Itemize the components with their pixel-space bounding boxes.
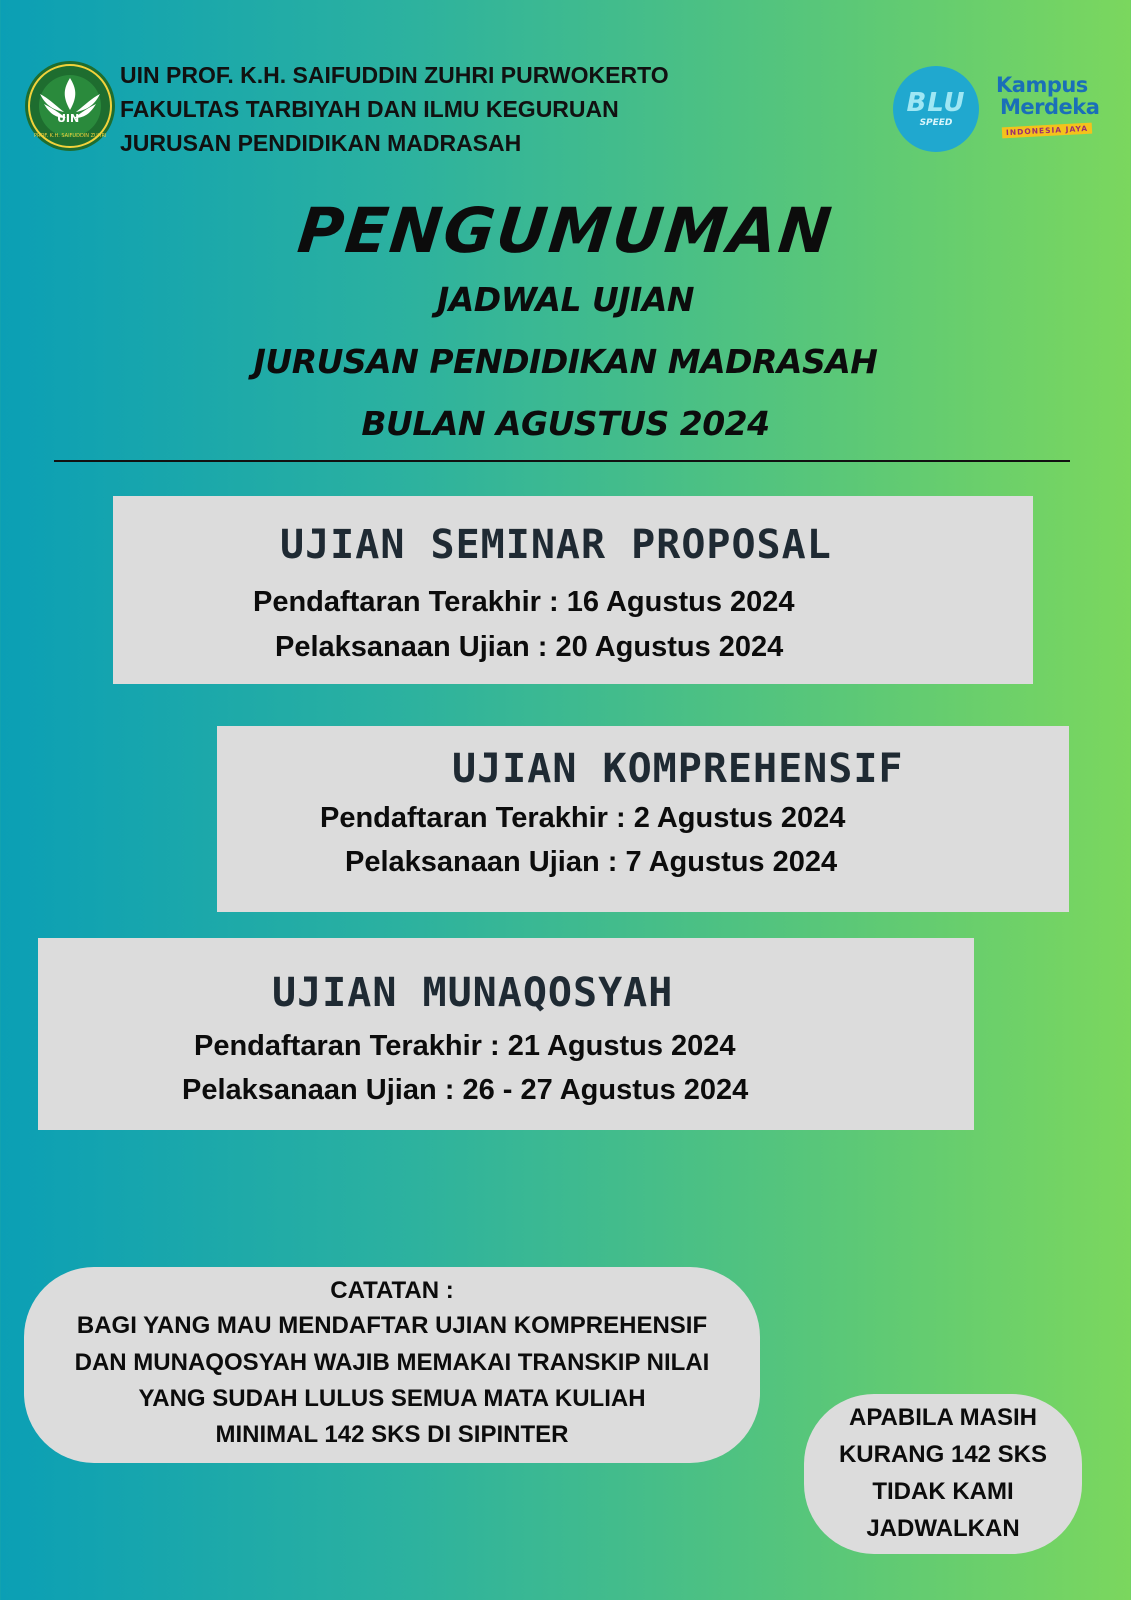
header-text bbox=[120, 58, 669, 160]
title-divider bbox=[54, 460, 1070, 462]
announcement-title: PENGUMUMAN bbox=[294, 194, 837, 267]
blu-logo-text: BLU bbox=[906, 88, 966, 118]
exam-registration: Pendaftaran Terakhir : 16 Agustus 2024 bbox=[253, 586, 795, 618]
exam-title: UJIAN SEMINAR PROPOSAL bbox=[280, 522, 832, 568]
exam-execution: Pelaksanaan Ujian : 20 Agustus 2024 bbox=[275, 631, 784, 663]
note-box bbox=[24, 1267, 760, 1463]
uin-logo-ring-text: PROF. K.H. SAIFUDDIN ZUHRI bbox=[34, 133, 107, 139]
note-heading: CATATAN : bbox=[330, 1277, 454, 1304]
announcement-subtitle-2: JURUSAN PENDIDIKAN MADRASAH bbox=[253, 342, 878, 381]
kampus-merdeka-line2: Merdeka bbox=[1000, 95, 1100, 119]
note-line: BAGI YANG MAU MENDAFTAR UJIAN KOMPREHENSIF bbox=[76, 1312, 708, 1339]
exam-registration: Pendaftaran Terakhir : 21 Agustus 2024 bbox=[194, 1030, 736, 1062]
kampus-merdeka-tagline: INDONESIA JAYA bbox=[1002, 123, 1093, 139]
note-line: DAN MUNAQOSYAH WAJIB MEMAKAI TRANSKIP NILAI bbox=[74, 1349, 710, 1376]
warning-line: JADWALKAN bbox=[866, 1515, 1020, 1542]
exam-box-seminar-proposal bbox=[113, 496, 1033, 684]
uin-logo-text: UIN bbox=[57, 112, 80, 125]
blu-logo bbox=[893, 66, 979, 152]
note-line: YANG SUDAH LULUS SEMUA MATA KULIAH bbox=[138, 1385, 646, 1412]
faculty-name: FAKULTAS TARBIYAH DAN ILMU KEGURUAN bbox=[120, 96, 619, 122]
department-name: JURUSAN PENDIDIKAN MADRASAH bbox=[120, 130, 522, 156]
exam-box-komprehensif bbox=[217, 726, 1069, 912]
institution-name: UIN PROF. K.H. SAIFUDDIN ZUHRI PURWOKERTO bbox=[120, 62, 669, 88]
exam-title: UJIAN KOMPREHENSIF bbox=[452, 746, 904, 792]
warning-line: TIDAK KAMI bbox=[872, 1478, 1014, 1505]
exam-execution: Pelaksanaan Ujian : 26 - 27 Agustus 2024 bbox=[182, 1074, 749, 1106]
warning-line: KURANG 142 SKS bbox=[838, 1441, 1048, 1468]
uin-logo bbox=[24, 60, 116, 152]
announcement-subtitle-1: JADWAL UJIAN bbox=[436, 280, 694, 319]
exam-box-munaqosyah bbox=[38, 938, 974, 1130]
blu-logo-sub: SPEED bbox=[919, 118, 953, 128]
kampus-merdeka-logo bbox=[996, 74, 1101, 144]
announcement-subtitle-3: BULAN AGUSTUS 2024 bbox=[361, 404, 770, 443]
kampus-merdeka-line1: Kampus bbox=[996, 73, 1088, 97]
note-line: MINIMAL 142 SKS DI SIPINTER bbox=[215, 1421, 569, 1448]
warning-line: APABILA MASIH bbox=[849, 1404, 1037, 1431]
exam-execution: Pelaksanaan Ujian : 7 Agustus 2024 bbox=[345, 846, 838, 878]
exam-registration: Pendaftaran Terakhir : 2 Agustus 2024 bbox=[320, 802, 846, 834]
warning-box bbox=[804, 1394, 1082, 1554]
exam-title: UJIAN MUNAQOSYAH bbox=[272, 970, 674, 1016]
